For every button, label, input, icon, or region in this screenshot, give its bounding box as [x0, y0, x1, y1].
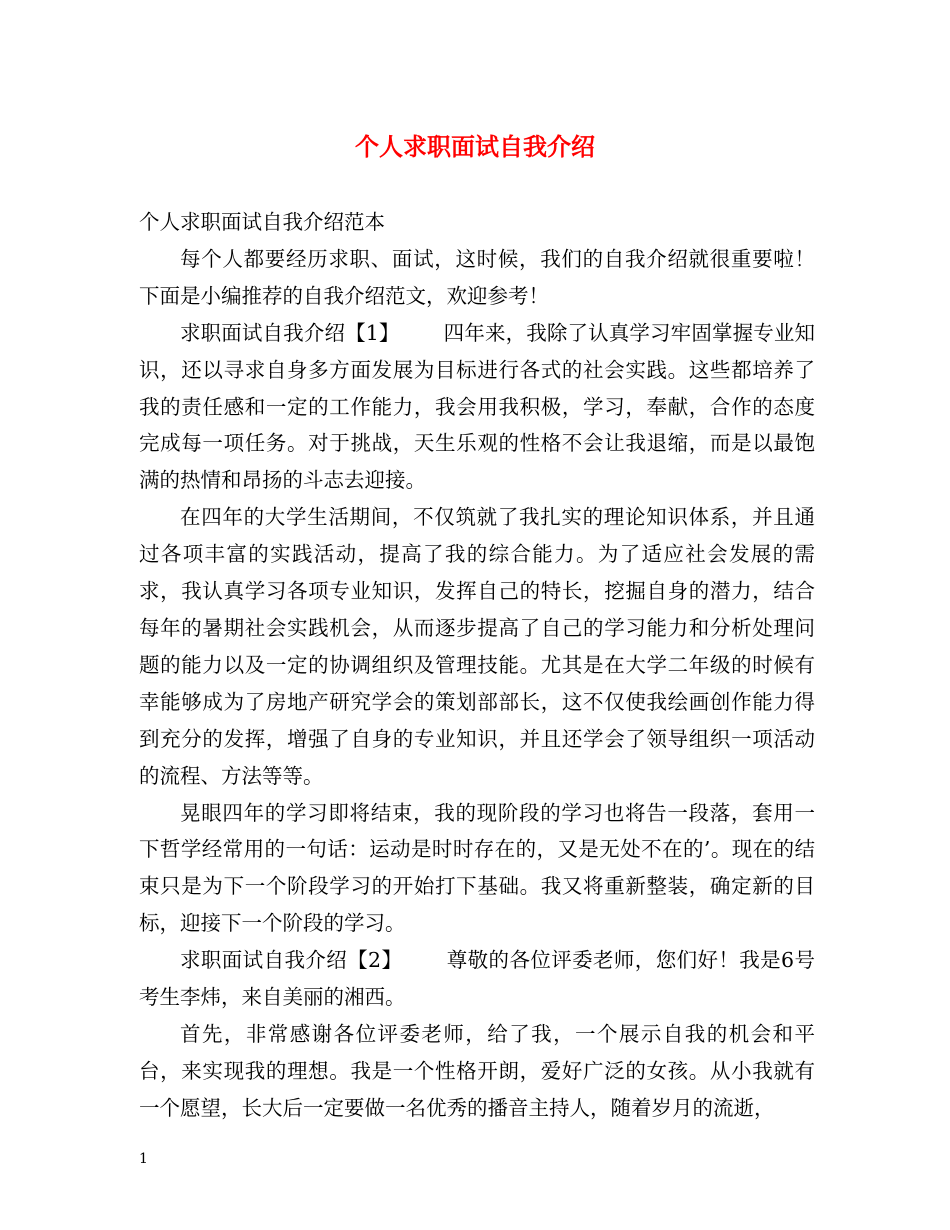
- section-1-text: 四年来，我除了认真学习牢固掌握专业知识，还以寻求自身多方面发展为目标进行各式的社会实践。这些都培养了我的责任感和一定的工作能力，我会用我积极，学习，奉献，合作的态度完成每一项任务。对于挑战，天生乐观的性格不会让我退缩，而是以最饱满的热情和昂扬的斗志去迎接。: [139, 320, 815, 493]
- paragraph-conclusion: 晃眼四年的学习即将结束，我的现阶段的学习也将告一段落，套用一下哲学经常用的一句话：运动是时时存在的，又是无处不在的’。现在的结束只是为下一个阶段学习的开始打下基础。我又将重新整装，确定新的目标，迎接下一个阶段的学习。: [139, 800, 815, 936]
- section-heading-2: 求职面试自我介绍【2】: [180, 948, 403, 973]
- paragraph-thanks: 首先，非常感谢各位评委老师，给了我，一个展示自我的机会和平台，来实现我的理想。我是一个性格开朗，爱好广泛的女孩。从小我就有一个愿望，长大后一定要做一名优秀的播音主持人，随着岁月的流逝，: [139, 1021, 815, 1120]
- section-heading-1: 求职面试自我介绍【1】: [180, 320, 400, 345]
- paragraph-section-1: [139, 315, 815, 500]
- document-title: 个人求职面试自我介绍: [355, 132, 595, 161]
- section-2-text: 尊敬的各位评委老师，您们好！我是6号考生李炜，来自美丽的湘西。: [139, 948, 815, 1010]
- paragraph-intro: 每个人都要经历求职、面试，这时候，我们的自我介绍就很重要啦！下面是小编推荐的自我介绍范文，欢迎参考！: [139, 246, 815, 308]
- paragraph-section-2: [139, 942, 815, 1016]
- document-body: [139, 204, 815, 1127]
- paragraph-subtitle: 个人求职面试自我介绍范本: [139, 210, 385, 234]
- paragraph-university-life: 在四年的大学生活期间，不仅筑就了我扎实的理论知识体系，并且通过各项丰富的实践活动，提高了我的综合能力。为了适应社会发展的需求，我认真学习各项专业知识，发挥自己的特长，挖掘自身的潜力，结合每年的暑期社会实践机会，从而逐步提高了自己的学习能力和分析处理问题的能力以及一定的协调组织及管理技能。尤其是在大学二年级的时候有幸能够成为了房地产研究学会的策划部部长，这不仅使我绘画创作能力得到充分的发挥，增强了自身的专业知识，并且还学会了领导组织一项活动的流程、方法等等。: [139, 505, 815, 788]
- page-number: 1: [139, 1151, 148, 1167]
